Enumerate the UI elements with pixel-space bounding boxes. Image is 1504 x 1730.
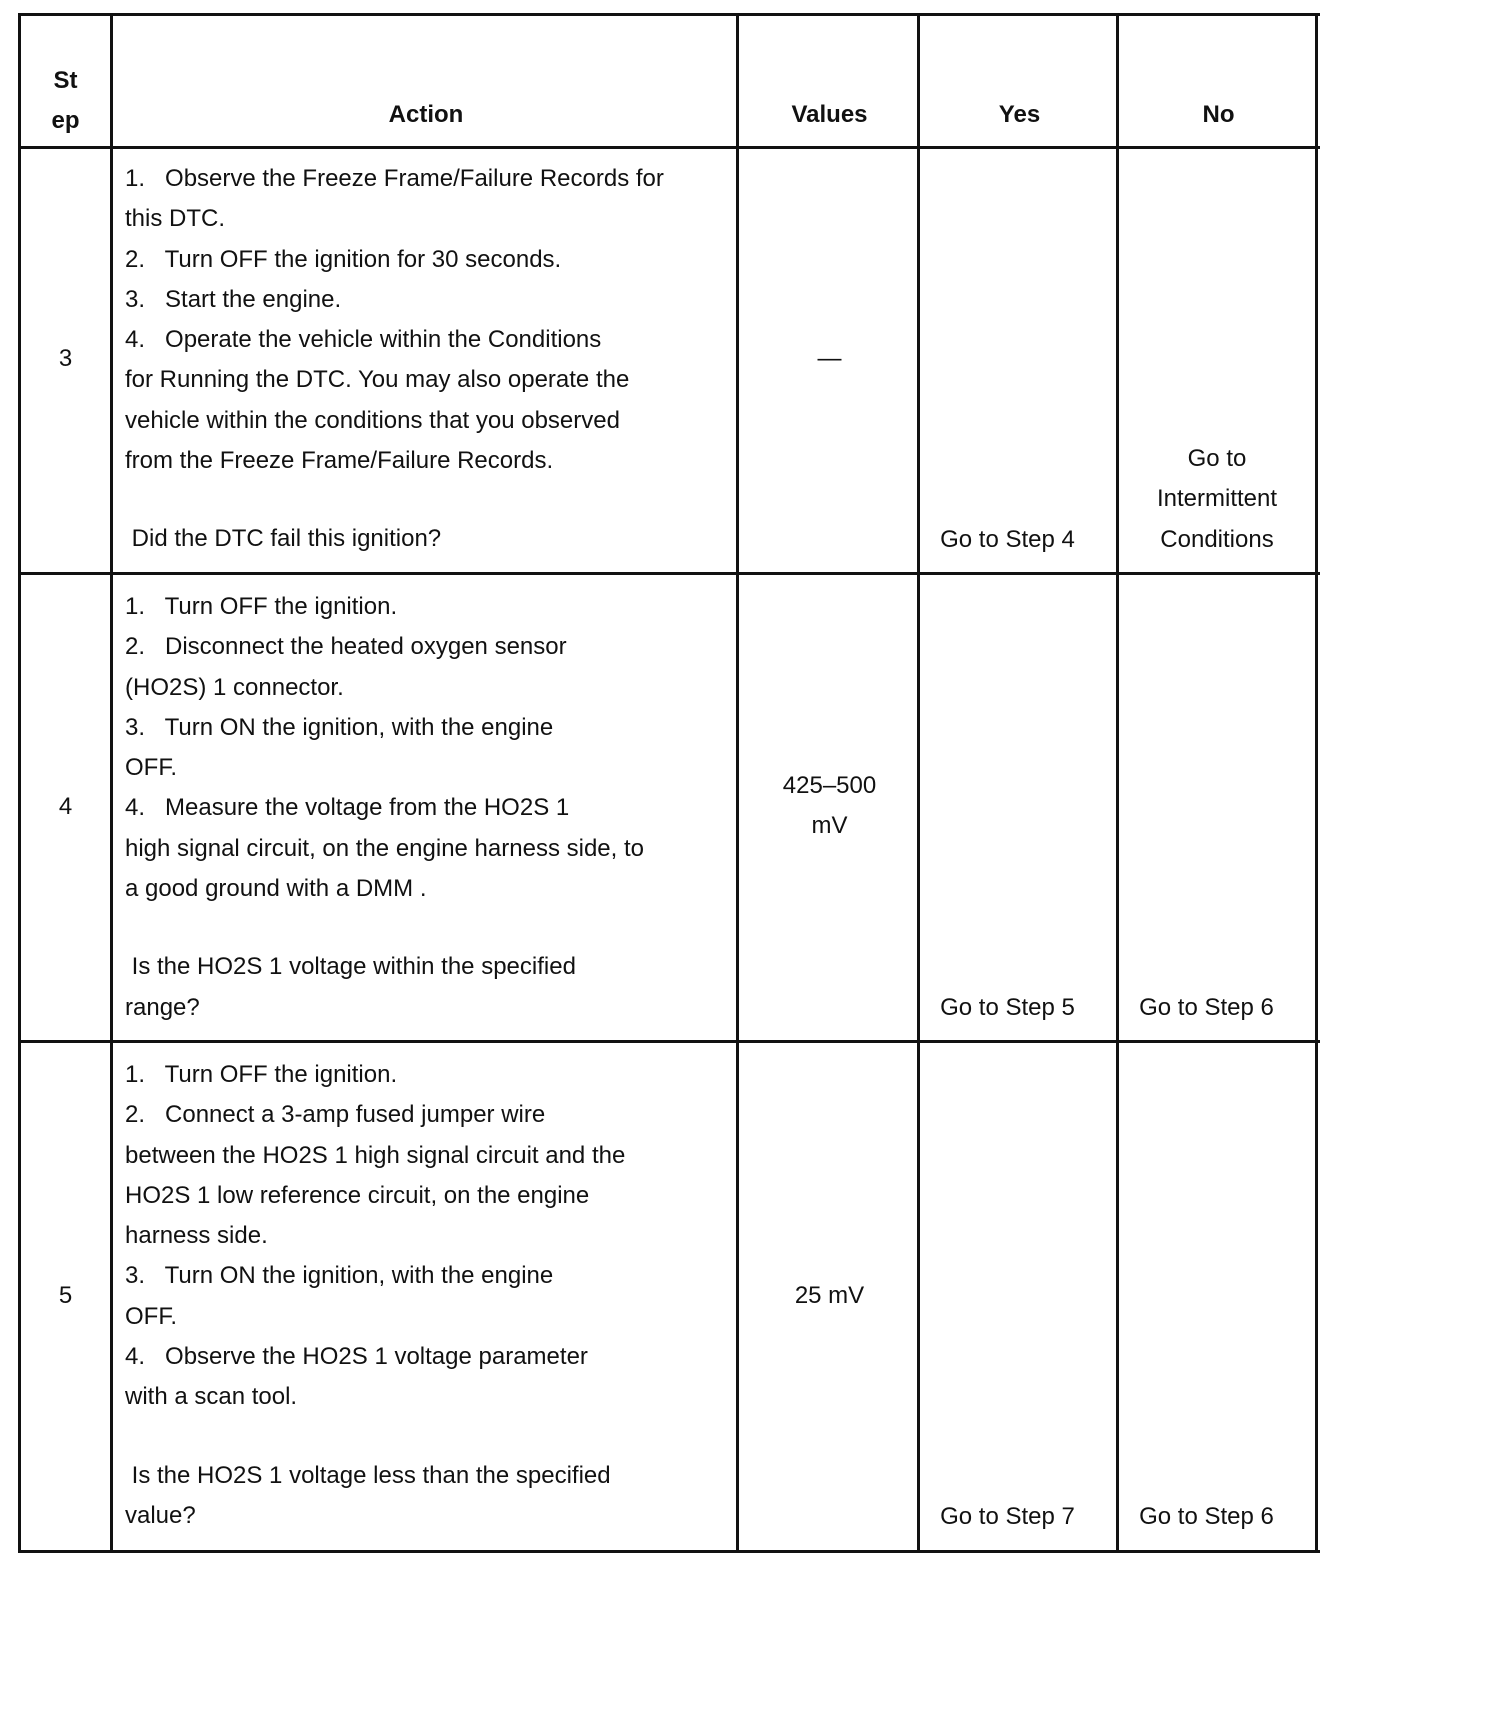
header-step-line: ep xyxy=(51,107,80,135)
action-line: with a scan tool. xyxy=(125,1383,298,1411)
table-rule xyxy=(1315,13,1318,1553)
action-line: 2. Turn OFF the ignition for 30 seconds. xyxy=(125,245,562,273)
row-action xyxy=(125,159,725,560)
action-line: 3. Start the engine. xyxy=(125,285,342,313)
action-line: 2. Connect a 3-amp fused jumper wire xyxy=(125,1101,546,1129)
action-line: (HO2S) 1 connector. xyxy=(125,673,344,701)
row-values xyxy=(739,1276,920,1316)
table-rule xyxy=(18,572,1320,575)
yes-line: Go to Step 5 xyxy=(940,994,1075,1021)
value-line: 25 mV xyxy=(794,1282,865,1309)
question-line: value? xyxy=(125,1501,196,1529)
row-yes xyxy=(920,520,1095,560)
question-line: Is the HO2S 1 voltage within the specified xyxy=(125,953,576,981)
action-line: high signal circuit, on the engine harness side, to xyxy=(125,834,644,862)
table-rule xyxy=(110,13,113,1553)
value-line: — xyxy=(817,345,842,372)
action-line: 1. Observe the Freeze Frame/Failure Records for xyxy=(125,165,664,192)
action-line: a good ground with a DMM . xyxy=(125,875,427,903)
yes-line: Go to Step 4 xyxy=(940,526,1075,553)
action-line: 4. Measure the voltage from the HO2S 1 xyxy=(125,794,570,822)
header-action: Action xyxy=(388,101,464,128)
no-line: Go to Step 6 xyxy=(1139,994,1274,1021)
action-line: 1. Turn OFF the ignition. xyxy=(125,593,398,620)
header-values: Values xyxy=(791,101,868,128)
action-line: vehicle within the conditions that you observed xyxy=(125,406,620,434)
action-line: HO2S 1 low reference circuit, on the engine xyxy=(125,1181,590,1209)
yes-line: Go to Step 7 xyxy=(940,1503,1075,1530)
value-line: mV xyxy=(811,812,848,840)
no-line: Conditions xyxy=(1160,525,1274,553)
row-action xyxy=(125,587,725,1028)
action-line: 2. Disconnect the heated oxygen sensor xyxy=(125,633,567,661)
action-line: 3. Turn ON the ignition, with the engine xyxy=(125,1262,554,1290)
row-values xyxy=(739,339,920,379)
header-no: No xyxy=(1202,101,1235,128)
row-no xyxy=(1119,1497,1294,1537)
action-line: between the HO2S 1 high signal circuit and the xyxy=(125,1141,626,1169)
row-step-number: 5 xyxy=(58,1282,73,1309)
no-line: Go to Step 6 xyxy=(1139,1503,1274,1530)
table-rule xyxy=(1116,13,1119,1553)
row-step-number: 4 xyxy=(58,793,73,820)
table-rule xyxy=(18,1040,1320,1043)
row-no xyxy=(1119,988,1294,1028)
header-step xyxy=(18,61,113,142)
row-yes xyxy=(920,988,1095,1028)
row-action xyxy=(125,1055,725,1536)
action-line: for Running the DTC. You may also operate the xyxy=(125,366,630,394)
table-rule xyxy=(18,1550,1320,1553)
action-line: OFF. xyxy=(125,754,177,782)
question-line: Did the DTC fail this ignition? xyxy=(125,525,442,553)
no-line: Intermittent xyxy=(1156,485,1278,513)
row-no xyxy=(1119,439,1315,560)
value-line: 425–500 xyxy=(782,772,877,799)
no-line: Go to xyxy=(1187,445,1247,472)
action-line: 1. Turn OFF the ignition. xyxy=(125,1061,398,1088)
table-rule xyxy=(18,13,21,1553)
diagnostic-table xyxy=(18,13,1320,1553)
action-line: 4. Observe the HO2S 1 voltage parameter xyxy=(125,1343,588,1371)
action-line: 4. Operate the vehicle within the Conditions xyxy=(125,326,602,354)
action-line: from the Freeze Frame/Failure Records. xyxy=(125,447,554,475)
row-step-number: 3 xyxy=(58,345,73,372)
action-line: this DTC. xyxy=(125,205,226,233)
header-yes: Yes xyxy=(998,101,1041,128)
question-line: range? xyxy=(125,993,200,1021)
action-line: OFF. xyxy=(125,1302,177,1330)
row-yes xyxy=(920,1497,1095,1537)
row-values xyxy=(739,766,920,847)
question-line: Is the HO2S 1 voltage less than the specified xyxy=(125,1461,611,1489)
action-line: harness side. xyxy=(125,1222,268,1250)
table-rule xyxy=(18,146,1320,149)
action-line: 3. Turn ON the ignition, with the engine xyxy=(125,713,554,741)
header-step-line: St xyxy=(53,67,78,94)
table-rule xyxy=(18,13,1320,16)
